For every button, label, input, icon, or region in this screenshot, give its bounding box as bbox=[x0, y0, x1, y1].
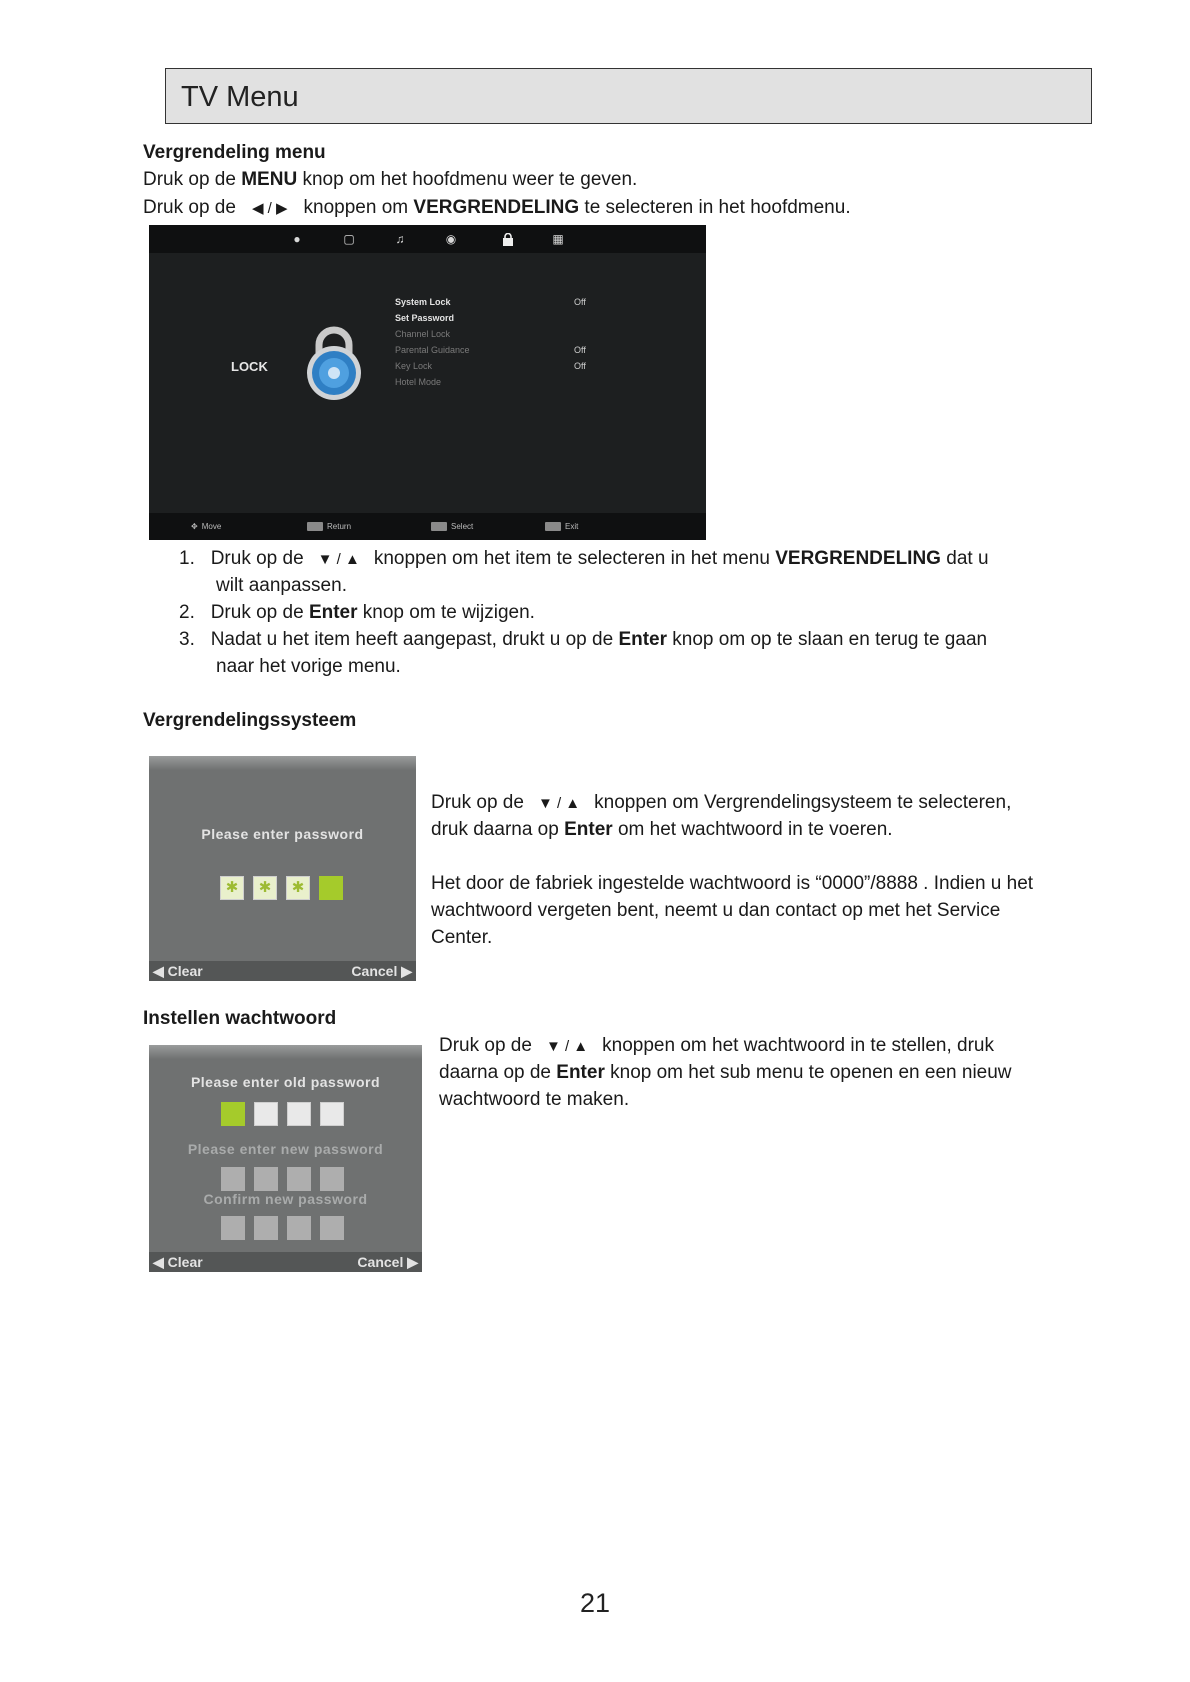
tv-menu-value: Off bbox=[574, 345, 586, 355]
hint-return: Return bbox=[307, 522, 351, 532]
heading-lock-menu: Vergrendeling menu bbox=[143, 142, 326, 163]
page-number: 21 bbox=[579, 1588, 611, 1618]
tv-menu-item[interactable]: System Lock bbox=[395, 297, 451, 307]
new-password-digit-box[interactable] bbox=[287, 1167, 311, 1191]
step-3: 3. Nadat u het item heeft aangepast, drukt u op de Enter knop om op te slaan en terug te gaan bbox=[179, 629, 988, 650]
old-password-digit-box[interactable] bbox=[320, 1102, 344, 1126]
padlock-icon bbox=[299, 323, 369, 403]
enter-key-icon bbox=[431, 522, 447, 531]
section-title: TV Menu bbox=[181, 81, 299, 113]
sound-icon: ♫ bbox=[395, 232, 405, 246]
hint-exit: Exit bbox=[545, 522, 578, 532]
default-password-text-2: wachtwoord vergeten bent, neemt u dan contact op met het Service bbox=[431, 900, 1001, 921]
set-password-text-3: wachtwoord te maken. bbox=[439, 1089, 630, 1110]
dialog-prompt: Please enter password bbox=[201, 826, 364, 842]
confirm-password-digit-box[interactable] bbox=[320, 1216, 344, 1240]
default-password-text-1: Het door de fabriek ingestelde wachtwoord is “0000”/8888 . Indien u het bbox=[431, 873, 1034, 894]
lock-system-text-1: Druk op de ▼ / ▲ knoppen om Vergrendelingsysteem te selecteren, bbox=[431, 790, 1011, 817]
heading-lock-system: Vergrendelingssysteem bbox=[143, 710, 357, 731]
heading-set-password: Instellen wachtwoord bbox=[143, 1008, 337, 1029]
tv-lock-menu-screenshot bbox=[149, 225, 706, 540]
tv-menu-item[interactable]: Set Password bbox=[395, 313, 455, 323]
tv-section-label: LOCK bbox=[231, 359, 268, 374]
dialog-button-bar bbox=[149, 961, 416, 981]
picture-icon: ● bbox=[293, 232, 301, 246]
clock-icon: ◉ bbox=[445, 232, 457, 246]
cancel-button[interactable]: Cancel ▶ bbox=[351, 963, 412, 979]
confirm-password-digit-box[interactable] bbox=[287, 1216, 311, 1240]
confirm-password-prompt: Confirm new password bbox=[203, 1191, 368, 1207]
display-icon: ▢ bbox=[343, 232, 355, 246]
section-header bbox=[165, 68, 1092, 124]
password-dialog bbox=[149, 756, 416, 981]
lock-icon bbox=[502, 233, 514, 245]
old-password-digit-box[interactable] bbox=[254, 1102, 278, 1126]
clear-button[interactable]: ◀ Clear bbox=[153, 1254, 203, 1270]
step-1-continuation: wilt aanpassen. bbox=[216, 575, 347, 596]
menu-key-icon bbox=[307, 522, 323, 531]
move-arrows-icon: ✥ bbox=[191, 522, 198, 531]
new-password-digit-box[interactable] bbox=[320, 1167, 344, 1191]
new-password-digit-box[interactable] bbox=[221, 1167, 245, 1191]
cancel-button[interactable]: Cancel ▶ bbox=[357, 1254, 418, 1270]
confirm-password-digit-box[interactable] bbox=[221, 1216, 245, 1240]
confirm-password-digit-box[interactable] bbox=[254, 1216, 278, 1240]
set-password-text-2: daarna op de Enter knop om het sub menu te openen en een nieuw bbox=[439, 1062, 1012, 1083]
tv-menu-item[interactable]: Channel Lock bbox=[395, 329, 451, 339]
password-digit-box[interactable]: ✱ bbox=[286, 876, 310, 900]
set-password-text-1: Druk op de ▼ / ▲ knoppen om het wachtwoord in te stellen, druk bbox=[439, 1033, 994, 1060]
exit-key-icon bbox=[545, 522, 561, 531]
tv-menu-item[interactable]: Key Lock bbox=[395, 361, 433, 371]
left-right-arrows-icon: ◀ / ▶ bbox=[251, 200, 288, 217]
lock-menu-line-2: Druk op de ◀ / ▶ knoppen om VERGRENDELING te selecteren in het hoofdmenu. bbox=[143, 195, 851, 222]
default-password-text-3: Center. bbox=[431, 927, 493, 948]
down-up-arrows-icon: ▼ / ▲ bbox=[537, 795, 581, 812]
password-digit-box[interactable]: ✱ bbox=[220, 876, 244, 900]
grid-icon: ▦ bbox=[552, 232, 564, 246]
change-password-dialog bbox=[149, 1045, 422, 1272]
dialog-button-bar bbox=[149, 1252, 422, 1272]
hint-move: ✥ Move bbox=[191, 522, 222, 531]
tv-menu-value: Off bbox=[574, 361, 586, 371]
lock-menu-line-1: Druk op de MENU knop om het hoofdmenu weer te geven. bbox=[143, 169, 638, 190]
tv-menu-item[interactable]: Hotel Mode bbox=[395, 377, 442, 387]
hint-select: Select bbox=[431, 522, 473, 532]
clear-button[interactable]: ◀ Clear bbox=[153, 963, 203, 979]
tv-top-bar bbox=[149, 225, 706, 253]
lock-system-text-2: druk daarna op Enter om het wachtwoord in te voeren. bbox=[431, 819, 893, 840]
tv-hint-bar bbox=[149, 513, 706, 540]
new-password-prompt: Please enter new password bbox=[187, 1141, 384, 1157]
old-password-prompt: Please enter old password bbox=[190, 1074, 381, 1090]
password-digit-box-active[interactable] bbox=[319, 876, 343, 900]
step-3-continuation: naar het vorige menu. bbox=[216, 656, 401, 677]
new-password-digit-box[interactable] bbox=[254, 1167, 278, 1191]
old-password-digit-box-active[interactable] bbox=[221, 1102, 245, 1126]
down-up-arrows-icon: ▼ / ▲ bbox=[545, 1038, 589, 1055]
step-1: 1. Druk op de ▼ / ▲ knoppen om het item te selecteren in het menu VERGRENDELING dat u bbox=[179, 546, 989, 573]
step-2: 2. Druk op de Enter knop om te wijzigen. bbox=[179, 602, 535, 623]
down-up-arrows-icon: ▼ / ▲ bbox=[317, 551, 360, 568]
tv-menu-value: Off bbox=[574, 297, 586, 307]
old-password-digit-box[interactable] bbox=[287, 1102, 311, 1126]
tv-menu-item[interactable]: Parental Guidance bbox=[395, 345, 470, 355]
password-digit-box[interactable]: ✱ bbox=[253, 876, 277, 900]
